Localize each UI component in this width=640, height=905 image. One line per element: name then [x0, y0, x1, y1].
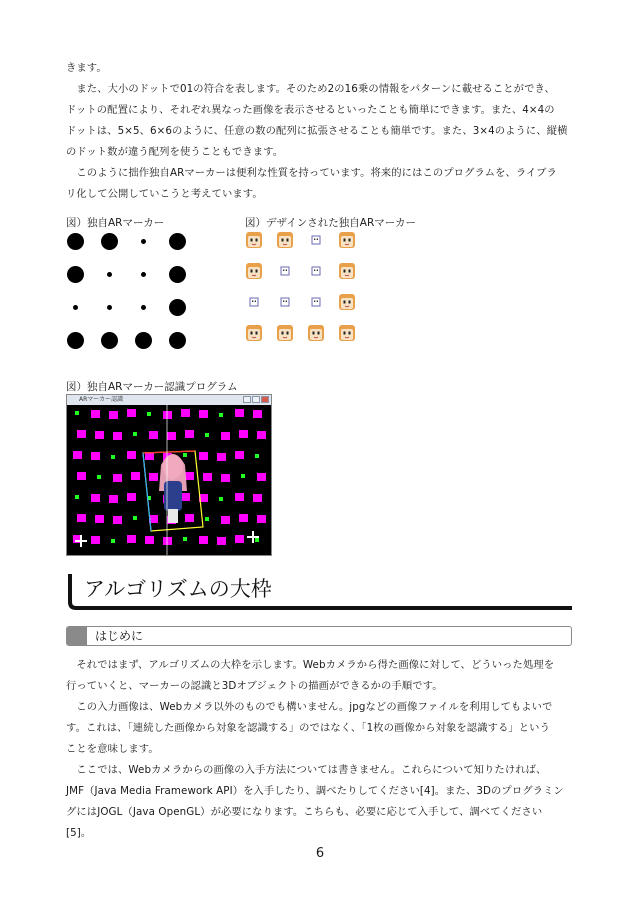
minimize-icon: [243, 396, 251, 403]
subsection-title: はじめに: [95, 629, 144, 643]
detected-dot-green: [147, 412, 151, 416]
character-legs: [168, 509, 178, 523]
detected-dot-magenta: [127, 409, 136, 417]
detected-dot-magenta: [199, 452, 208, 460]
marker-face-large: [338, 262, 356, 280]
detected-dot-magenta: [95, 431, 104, 439]
subsection-heading: [66, 626, 572, 646]
detected-dot-magenta: [149, 431, 158, 439]
marker-face-large: [307, 324, 325, 342]
detected-dot-magenta: [91, 494, 100, 502]
detected-dot-green: [205, 517, 209, 521]
marker-dot-small: [141, 305, 146, 310]
marker-face-large: [276, 324, 294, 342]
detected-dot-magenta: [181, 409, 190, 417]
paragraph-algorithm-overview: それではまず、アルゴリズムの大枠を示します。Webカメラから得た画像に対して、どういった処理を 行っていくと、マーカーの認識と3Dオブジェクトの描画ができるかの手順です。 この入力画像は、Webカメラ以外のものでも構いません。jpgなどの画像ファイルを利用してもよいで す。これは、「連続した画像から対象を認識する」のではなく、「1枚の画像から対象を認識する」という ことを意味します。: [66, 659, 555, 755]
detected-dot-magenta: [203, 473, 212, 481]
detected-dot-green: [111, 539, 115, 543]
detected-dot-magenta: [91, 410, 100, 418]
marker-face-large: [245, 231, 263, 249]
marker-dot-small: [107, 272, 112, 277]
section-heading: [66, 570, 574, 614]
detected-dot-magenta: [77, 514, 86, 522]
detected-dot-magenta: [77, 472, 86, 480]
section-title: アルゴリズムの大枠: [84, 577, 272, 601]
detected-dot-green: [111, 455, 115, 459]
detected-dot-magenta: [145, 536, 154, 544]
marker-dot-small: [141, 239, 146, 244]
detected-dot-magenta: [257, 515, 266, 523]
marker-face-large: [245, 262, 263, 280]
maximize-icon: [252, 396, 260, 403]
detected-dot-magenta: [109, 495, 118, 503]
detected-dot-magenta: [235, 409, 244, 417]
detected-dot-green: [255, 454, 259, 458]
marker-dot-large: [101, 233, 118, 250]
detected-dot-magenta: [221, 474, 230, 482]
marker-face-small: [311, 297, 321, 307]
marker-dot-large: [169, 233, 186, 250]
detected-dot-magenta: [199, 536, 208, 544]
detected-dot-magenta: [235, 451, 244, 459]
camera-view: [67, 405, 271, 555]
detected-dot-green: [241, 474, 245, 478]
close-icon: [261, 396, 269, 403]
detected-dot-green: [183, 537, 187, 541]
marker-face-large: [276, 231, 294, 249]
detected-dot-green: [219, 413, 223, 417]
marker-dot-small: [73, 305, 78, 310]
detected-dot-magenta: [113, 474, 122, 482]
marker-face-small: [311, 266, 321, 276]
program-window-title: ARマーカー認識: [79, 396, 124, 403]
detected-dot-magenta: [185, 514, 194, 522]
detected-dot-magenta: [95, 515, 104, 523]
page-number: 6: [315, 846, 325, 861]
marker-dot-large: [67, 266, 84, 283]
marker-face-small: [280, 266, 290, 276]
detected-dot-magenta: [239, 514, 248, 522]
marker-face-large: [338, 324, 356, 342]
detected-dot-magenta: [221, 516, 230, 524]
detected-dot-magenta: [235, 535, 244, 543]
paragraph-future-plans: このように拙作独自ARマーカーは便利な性質を持っています。将来的にはこのプログラムを、ライブラ リ化して公開していこうと考えています。: [66, 167, 557, 200]
marker-face-large: [338, 231, 356, 249]
detected-dot-magenta: [221, 432, 230, 440]
marker-dot-large: [67, 332, 84, 349]
detected-dot-green: [75, 495, 79, 499]
detected-dot-magenta: [127, 451, 136, 459]
detected-dot-green: [255, 538, 259, 542]
detected-dot-green: [183, 453, 187, 457]
marker-face-large: [338, 293, 356, 311]
marker-face-large: [245, 324, 263, 342]
detected-dot-magenta: [73, 451, 82, 459]
detected-dot-magenta: [257, 431, 266, 439]
detected-dot-magenta: [185, 430, 194, 438]
detected-dot-green: [97, 475, 101, 479]
marker-dot-large: [169, 332, 186, 349]
detected-dot-magenta: [113, 432, 122, 440]
detected-dot-magenta: [199, 410, 208, 418]
detected-dot-magenta: [127, 493, 136, 501]
detected-dot-magenta: [217, 453, 226, 461]
figure-caption-recognition-program: 図）独自ARマーカー認識プログラム: [66, 381, 238, 393]
detected-dot-magenta: [167, 432, 176, 440]
figure-caption-marker: 図）独自ARマーカー: [66, 217, 165, 229]
marker-dot-small: [107, 305, 112, 310]
detected-dot-green: [219, 497, 223, 501]
detected-dot-magenta: [91, 536, 100, 544]
detected-dot-magenta: [235, 493, 244, 501]
marker-face-small: [280, 297, 290, 307]
detected-dot-magenta: [253, 494, 262, 502]
figure-caption-designed-marker: 図）デザインされた独自ARマーカー: [245, 217, 417, 229]
detected-dot-magenta: [217, 537, 226, 545]
detected-dot-magenta: [149, 473, 158, 481]
recognition-program-screenshot: [66, 394, 272, 556]
detected-dot-magenta: [253, 410, 262, 418]
paragraph-marker-properties: きます。 また、大小のドットで01の符合を表します。そのため2の16乗の情報をパターンに載せることができ、 ドットの配置により、それぞれ異なった画像を表示させるといったことも簡単にできます。また、4×4の ドットは、5×5、6×6のように、任意の数の配列に拡張させることも簡単です。また、3×4のように、縦横 のドット数が違う配列を使うこともできます。: [66, 62, 568, 158]
detected-dot-magenta: [185, 472, 194, 480]
detected-dot-magenta: [91, 452, 100, 460]
detected-dot-magenta: [181, 493, 190, 501]
marker-face-small: [249, 297, 259, 307]
detected-dot-green: [205, 433, 209, 437]
detected-dot-magenta: [77, 430, 86, 438]
detected-dot-green: [75, 411, 79, 415]
paragraph-webcam-note: ここでは、Webカメラからの画像の入手方法については書きません。これらについて知りたければ、 JMF（Java Media Framework API）を入手したり、調べたりしてください[4]。また、3Dのプログラミン グにはJOGL（Java OpenGL）が必要になります。こちらも、必要に応じて入手して、調べてください [5]。: [66, 764, 564, 839]
marker-dot-large: [169, 299, 186, 316]
detected-dot-magenta: [257, 473, 266, 481]
detected-dot-magenta: [109, 411, 118, 419]
marker-dot-large: [135, 332, 152, 349]
detected-dot-magenta: [127, 535, 136, 543]
detected-dot-magenta: [239, 430, 248, 438]
marker-dot-small: [141, 272, 146, 277]
marker-face-small: [311, 235, 321, 245]
detected-dot-magenta: [131, 472, 140, 480]
detected-dot-green: [133, 516, 137, 520]
marker-dot-large: [67, 233, 84, 250]
marker-dot-large: [101, 332, 118, 349]
detected-dot-magenta: [113, 516, 122, 524]
detected-dot-green: [133, 432, 137, 436]
marker-dot-large: [169, 266, 186, 283]
subsection-marker: [67, 627, 87, 645]
